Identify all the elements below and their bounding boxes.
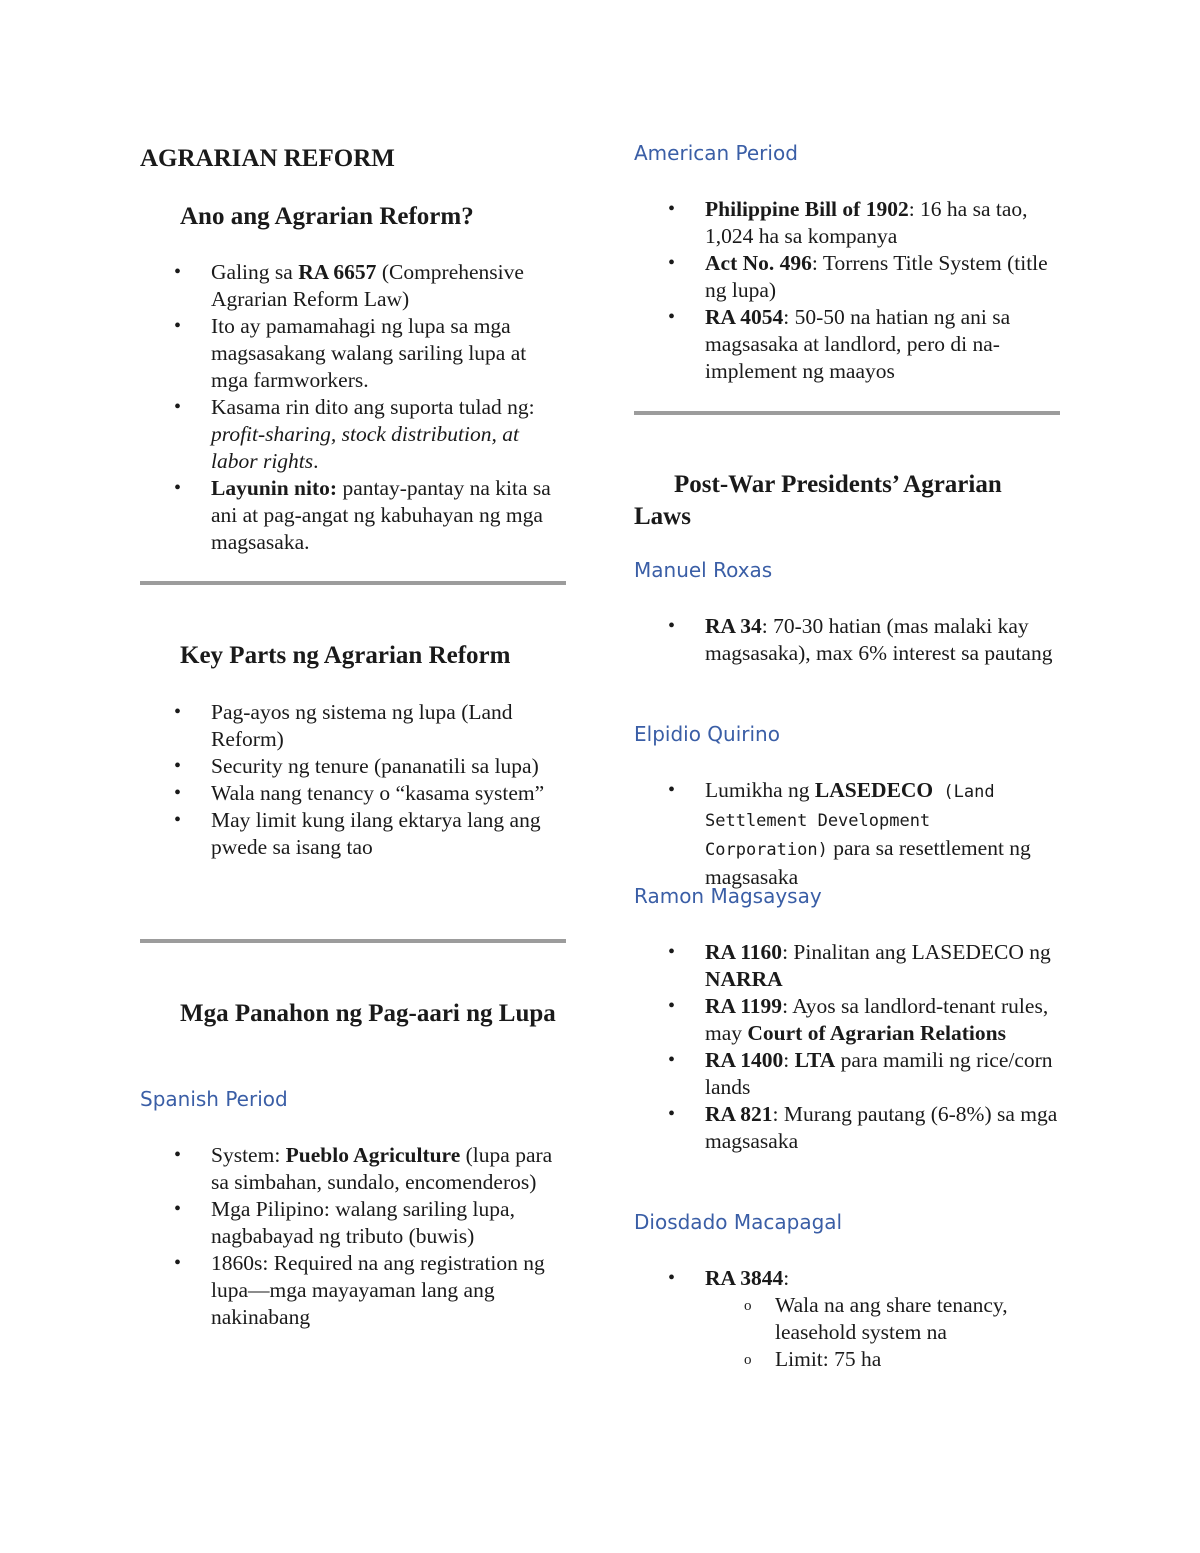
list-item: • RA 34: 70-30 hatian (mas malaki kay magsasaka), max 6% interest sa pautang bbox=[634, 613, 1060, 667]
document-title: AGRARIAN REFORM bbox=[140, 145, 395, 172]
list-item: • Pag-ayos ng sistema ng lupa (Land Reform) bbox=[140, 699, 566, 753]
sub-list bbox=[705, 1292, 1060, 1373]
sub-list-item: o Wala na ang share tenancy, leasehold system na bbox=[705, 1292, 1060, 1346]
heading-key-parts: Key Parts ng Agrarian Reform bbox=[180, 642, 511, 669]
sub-list-item: o Limit: 75 ha bbox=[705, 1346, 1060, 1373]
subheading-elpidio-quirino: Elpidio Quirino bbox=[634, 722, 780, 746]
subheading-ramon-magsaysay: Ramon Magsaysay bbox=[634, 884, 822, 908]
list-item: • 1860s: Required na ang registration ng lupa—mga mayayaman lang ang nakinabang bbox=[140, 1250, 566, 1331]
list-item: • RA 4054: 50-50 na hatian ng ani sa magsasaka at landlord, pero di na-implement ng maayos bbox=[634, 304, 1060, 385]
list-item: • Ito ay pamamahagi ng lupa sa mga magsasakang walang sariling lupa at mga farmworkers. bbox=[140, 313, 566, 394]
heading-post-war-presidents: Post-War Presidents’ Agrarian Laws bbox=[634, 471, 1002, 530]
section-divider bbox=[140, 581, 566, 585]
list-item: • Kasama rin dito ang suporta tulad ng: profit-sharing, stock distribution, at labor rights. bbox=[140, 394, 566, 475]
list-item: • RA 1400: LTA para mamili ng rice/corn lands bbox=[634, 1047, 1060, 1101]
list-item: • Wala nang tenancy o “kasama system” bbox=[140, 780, 566, 807]
list-item: • RA 3844: o Wala na ang share tenancy, leasehold system na o Limit: 75 ha bbox=[634, 1265, 1060, 1373]
list-item: • Mga Pilipino: walang sariling lupa, nagbabayad ng tributo (buwis) bbox=[140, 1196, 566, 1250]
section-divider bbox=[634, 411, 1060, 415]
subheading-diosdado-macapagal: Diosdado Macapagal bbox=[634, 1210, 843, 1234]
american-period-list bbox=[634, 196, 1060, 385]
section-divider bbox=[140, 939, 566, 943]
list-item: • RA 1160: Pinalitan ang LASEDECO ng NARRA bbox=[634, 939, 1060, 993]
subheading-spanish-period: Spanish Period bbox=[140, 1087, 288, 1111]
quirino-list bbox=[634, 777, 1060, 891]
list-item: • Security ng tenure (pananatili sa lupa) bbox=[140, 753, 566, 780]
roxas-list bbox=[634, 613, 1060, 667]
macapagal-list bbox=[634, 1265, 1060, 1373]
list-item: • Philippine Bill of 1902: 16 ha sa tao, 1,024 ha sa kompanya bbox=[634, 196, 1060, 250]
subheading-american-period: American Period bbox=[634, 141, 798, 165]
list-item: • System: Pueblo Agriculture (lupa para sa simbahan, sundalo, encomenderos) bbox=[140, 1142, 566, 1196]
magsaysay-list bbox=[634, 939, 1060, 1155]
key-parts-list bbox=[140, 699, 566, 861]
list-item: • Galing sa RA 6657 (Comprehensive Agrarian Reform Law) bbox=[140, 259, 566, 313]
heading-mga-panahon: Mga Panahon ng Pag-aari ng Lupa bbox=[180, 1000, 556, 1027]
what-is-list bbox=[140, 259, 566, 556]
subheading-manuel-roxas: Manuel Roxas bbox=[634, 558, 773, 582]
list-item: • RA 1199: Ayos sa landlord-tenant rules, may Court of Agrarian Relations bbox=[634, 993, 1060, 1047]
list-item: • Lumikha ng LASEDECO (Land Settlement Development Corporation) para sa resettlement ng magsasaka bbox=[634, 777, 1060, 891]
list-item: • RA 821: Murang pautang (6-8%) sa mga magsasaka bbox=[634, 1101, 1060, 1155]
list-item: • Layunin nito: pantay-pantay na kita sa ani at pag-angat ng kabuhayan ng mga magsasaka. bbox=[140, 475, 566, 556]
list-item: • May limit kung ilang ektarya lang ang pwede sa isang tao bbox=[140, 807, 566, 861]
heading-ano-ang-agrarian-reform: Ano ang Agrarian Reform? bbox=[180, 203, 474, 230]
spanish-period-list bbox=[140, 1142, 566, 1331]
list-item: • Act No. 496: Torrens Title System (title ng lupa) bbox=[634, 250, 1060, 304]
